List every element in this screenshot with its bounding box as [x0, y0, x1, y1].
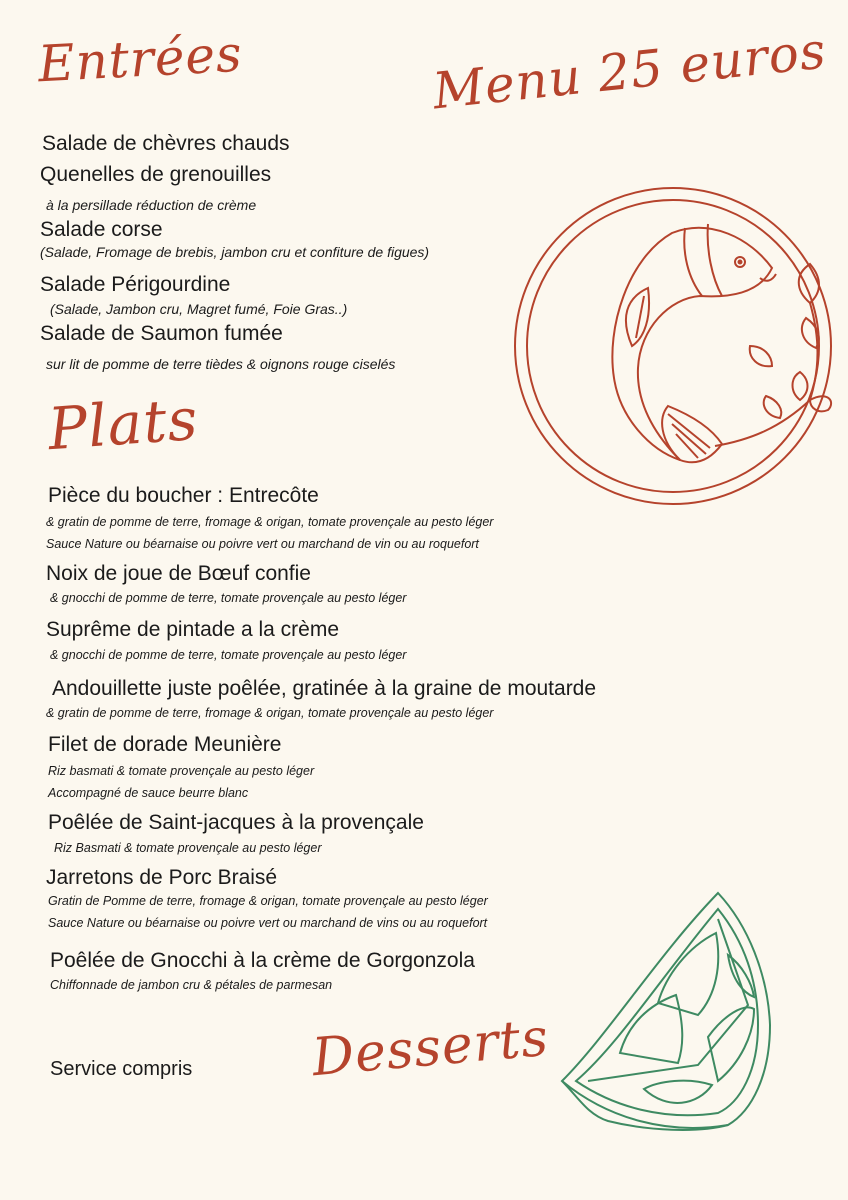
plat-name: Suprême de pintade a la crème	[46, 618, 340, 641]
plat-description: & gnocchi de pomme de terre, tomate provençale au pesto léger	[50, 648, 407, 662]
fish-plate-icon	[510, 178, 840, 508]
plat-name: Poêlée de Saint-jacques à la provençale	[48, 811, 424, 834]
plat-description: Riz basmati & tomate provençale au pesto léger	[48, 764, 315, 778]
plat-name: Pièce du boucher : Entrecôte	[48, 484, 319, 507]
entree-description: sur lit de pomme de terre tièdes & oignons rouge ciselés	[46, 356, 396, 372]
citrus-slice-icon	[548, 885, 788, 1145]
plat-name: Jarretons de Porc Braisé	[46, 866, 278, 889]
entree-description: à la persillade réduction de crème	[46, 197, 257, 213]
heading-entrees: Entrées	[36, 24, 244, 94]
plat-description: Riz Basmati & tomate provençale au pesto léger	[54, 841, 322, 855]
plat-description: Sauce Nature ou béarnaise ou poivre vert ou marchand de vin ou au roquefort	[46, 537, 479, 551]
plat-description: & gratin de pomme de terre, fromage & origan, tomate provençale au pesto léger	[46, 515, 494, 529]
entree-name: Salade Périgourdine	[40, 273, 231, 296]
plat-name: Noix de joue de Bœuf confie	[46, 562, 311, 585]
plat-name: Andouillette juste poêlée, gratinée à la graine de moutarde	[52, 677, 597, 700]
entree-name: Salade corse	[40, 218, 163, 241]
plat-name: Filet de dorade Meunière	[48, 733, 282, 756]
service-note: Service compris	[50, 1058, 193, 1080]
heading-desserts: Desserts	[309, 1007, 552, 1089]
entree-description: (Salade, Fromage de brebis, jambon cru et confiture de figues)	[40, 244, 430, 260]
plat-name: Poêlée de Gnocchi à la crème de Gorgonzola	[50, 949, 475, 972]
heading-menu-price: Menu 25 euros	[430, 21, 830, 121]
plat-description: Sauce Nature ou béarnaise ou poivre vert ou marchand de vins ou au roquefort	[48, 916, 488, 930]
plat-description: Chiffonnade de jambon cru & pétales de parmesan	[50, 978, 333, 992]
plat-description: Accompagné de sauce beurre blanc	[48, 786, 249, 800]
entree-description: (Salade, Jambon cru, Magret fumé, Foie Gras..)	[50, 301, 348, 317]
plat-description: & gnocchi de pomme de terre, tomate provençale au pesto léger	[50, 591, 407, 605]
plat-description: Gratin de Pomme de terre, fromage & origan, tomate provençale au pesto léger	[48, 894, 488, 908]
entree-name: Quenelles de grenouilles	[40, 163, 272, 186]
entree-name: Salade de Saumon fumée	[40, 322, 283, 345]
heading-plats: Plats	[45, 384, 201, 464]
plat-description: & gratin de pomme de terre, fromage & origan, tomate provençale au pesto léger	[46, 706, 494, 720]
entree-name: Salade de chèvres chauds	[42, 132, 290, 155]
